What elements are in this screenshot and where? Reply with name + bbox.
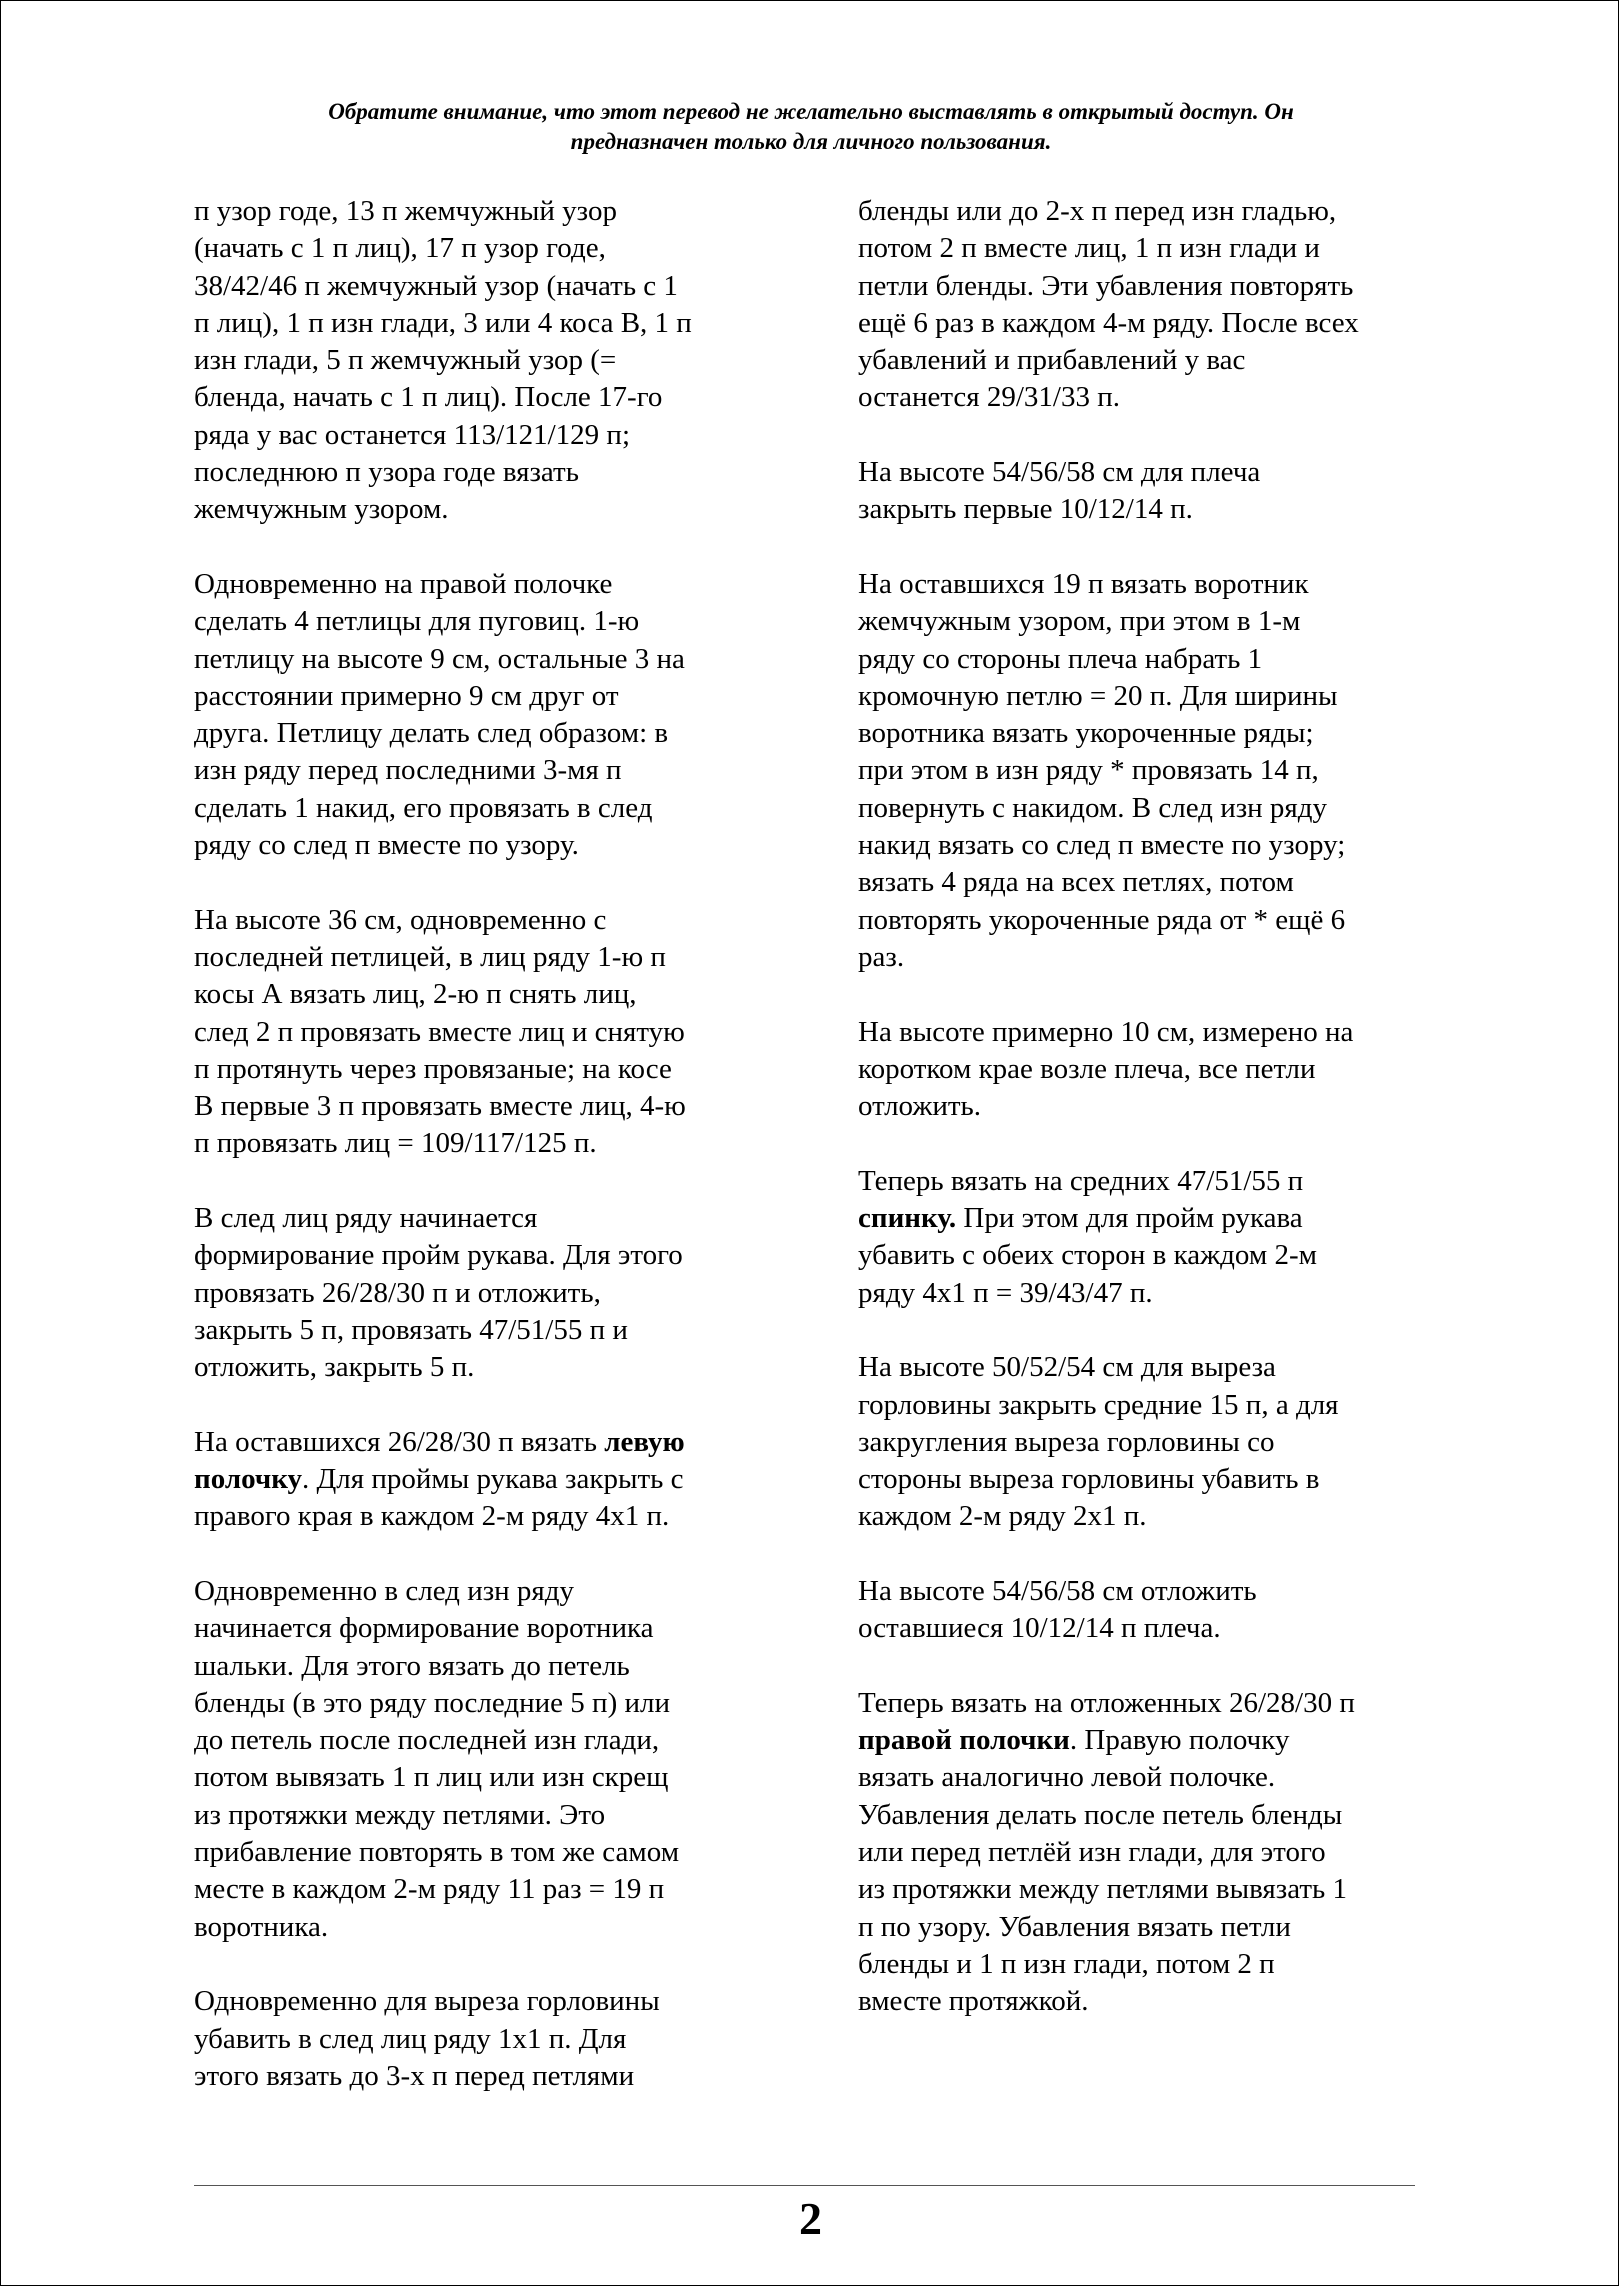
text-line: потом вывязать 1 п лиц или изн скрещ [194, 1761, 669, 1794]
paragraph [194, 902, 784, 1163]
paragraph [194, 1983, 784, 2095]
text-line: кромочную петлю = 20 п. Для ширины [858, 679, 1338, 712]
text-line: убавлений и прибавлений у вас [858, 344, 1246, 377]
text-line: коротком крае возле плеча, все петли [858, 1052, 1316, 1085]
text-line: п по узору. Убавления вязать петли [858, 1910, 1291, 1943]
paragraph [858, 1349, 1458, 1535]
paragraph [194, 193, 784, 529]
text-line: . Правую полочку [1069, 1724, 1290, 1757]
paragraph [858, 1573, 1458, 1648]
notice-header [181, 97, 1441, 157]
right-column [858, 193, 1458, 2021]
text-line: На высоте 50/52/54 см для выреза [858, 1351, 1276, 1384]
text-line: формирование пройм рукава. Для этого [194, 1239, 683, 1272]
text-line: правого края в каждом 2-м ряду 4х1 п. [194, 1500, 670, 1533]
paragraph [194, 566, 784, 864]
bold-term: правой полочки [858, 1724, 1070, 1757]
text-line: последнюю п узора годе вязать [194, 456, 579, 489]
text-line: . Для проймы рукава закрыть с [302, 1463, 684, 1496]
text-line: На оставшихся 26/28/30 п вязать [194, 1425, 605, 1458]
text-line: каждом 2-м ряду 2х1 п. [858, 1500, 1147, 1533]
left-column [194, 193, 784, 2095]
text-line: сделать 4 петлицы для пуговиц. 1-ю [194, 605, 640, 638]
text-line: вязать 4 ряда на всех петлях, потом [858, 866, 1294, 899]
text-line: бленды и 1 п изн глади, потом 2 п [858, 1947, 1275, 1980]
text-line: бленда, начать с 1 п лиц). После 17-го [194, 381, 663, 414]
text-line: провязать 26/28/30 п и отложить, [194, 1276, 601, 1309]
text-line: потом 2 п вместе лиц, 1 п изн глади и [858, 232, 1320, 265]
text-line: Одновременно на правой полочке [194, 567, 613, 600]
text-line: ряда у вас останется 113/121/129 п; [194, 418, 631, 451]
text-line: расстоянии примерно 9 см друг от [194, 679, 619, 712]
notice-line: Обратите внимание, что этот перевод не желательно выставлять в открытый доступ. Он [328, 99, 1294, 124]
text-line: петли бленды. Эти убавления повторять [858, 269, 1354, 302]
text-line: друга. Петлицу делать след образом: в [194, 717, 669, 750]
text-line: убавить в след лиц ряду 1х1 п. Для [194, 2022, 627, 2055]
text-line: Теперь вязать на средних 47/51/55 п [858, 1164, 1304, 1197]
text-line: начинается формирование воротника [194, 1612, 654, 1645]
text-line: В первые 3 п провязать вместе лиц, 4-ю [194, 1090, 686, 1123]
text-line: Одновременно для выреза горловины [194, 1985, 660, 2018]
text-line: изн ряду перед последними 3-мя п [194, 754, 622, 787]
text-line: п лиц), 1 п изн глади, 3 или 4 коса В, 1 п [194, 306, 692, 339]
text-line: п провязать лиц = 109/117/125 п. [194, 1127, 597, 1160]
text-line: изн глади, 5 п жемчужный узор (= [194, 344, 617, 377]
text-line: накид вязать со след п вместе по узору; [858, 829, 1346, 862]
notice-line: предназначен только для личного пользования. [570, 129, 1052, 154]
text-line: воротника вязать укороченные ряды; [858, 717, 1314, 750]
text-line: горловины закрыть средние 15 п, а для [858, 1388, 1339, 1421]
text-line: п протянуть через провязаные; на косе [194, 1052, 672, 1085]
text-line: ряду 4х1 п = 39/43/47 п. [858, 1276, 1153, 1309]
text-line: (начать с 1 п лиц), 17 п узор годе, [194, 232, 606, 265]
text-line: шальки. Для этого вязать до петель [194, 1649, 630, 1682]
text-line: ещё 6 раз в каждом 4-м ряду. После всех [858, 306, 1359, 339]
text-line: останется 29/31/33 п. [858, 381, 1121, 414]
text-line: бленды (в это ряду последние 5 п) или [194, 1686, 670, 1719]
paragraph [194, 1424, 784, 1536]
text-line: 38/42/46 п жемчужный узор (начать с 1 [194, 269, 678, 302]
text-line: сделать 1 накид, его провязать в след [194, 791, 653, 824]
text-line: закрыть первые 10/12/14 п. [858, 493, 1193, 526]
paragraph [858, 566, 1458, 976]
text-line: бленды или до 2-х п перед изн гладью, [858, 195, 1337, 227]
bold-term: спинку. [858, 1202, 957, 1235]
text-line: прибавление повторять в том же самом [194, 1836, 680, 1869]
text-line: из протяжки между петлями. Это [194, 1798, 606, 1831]
text-line: ряду со след п вместе по узору. [194, 829, 579, 862]
text-line: убавить с обеих сторон в каждом 2-м [858, 1239, 1317, 1272]
text-line: последней петлицей, в лиц ряду 1-ю п [194, 940, 666, 973]
footer-divider [194, 2185, 1415, 2186]
text-line: п узор годе, 13 п жемчужный узор [194, 195, 617, 227]
text-line: след 2 п провязать вместе лиц и снятую [194, 1015, 685, 1048]
page-number: 2 [799, 2193, 822, 2244]
text-line: этого вязать до 3-х п перед петлями [194, 2059, 635, 2092]
text-line: повторять укороченные ряда от * ещё 6 [858, 903, 1346, 936]
bold-term: полочку [194, 1463, 302, 1496]
text-line: раз. [858, 940, 905, 973]
paragraph [858, 193, 1458, 417]
text-line: На высоте 54/56/58 см отложить [858, 1574, 1257, 1607]
paragraph [194, 1200, 784, 1386]
text-line: На оставшихся 19 п вязать воротник [858, 567, 1309, 600]
text-line: При этом для пройм рукава [956, 1202, 1303, 1235]
text-line: закругления выреза горловины со [858, 1425, 1275, 1458]
text-line: повернуть с накидом. В след изн ряду [858, 791, 1328, 824]
text-line: из протяжки между петлями вывязать 1 [858, 1873, 1347, 1906]
text-line: На высоте 54/56/58 см для плеча [858, 456, 1261, 489]
text-line: Убавления делать после петель бленды [858, 1798, 1343, 1831]
text-line: оставшиеся 10/12/14 п плеча. [858, 1612, 1221, 1645]
text-line: жемчужным узором, при этом в 1-м [858, 605, 1301, 638]
text-line: при этом в изн ряду * провязать 14 п, [858, 754, 1319, 787]
text-line: воротника. [194, 1910, 329, 1943]
text-line: Одновременно в след изн ряду [194, 1574, 575, 1607]
text-line: Теперь вязать на отложенных 26/28/30 п [858, 1686, 1355, 1719]
bold-term: левую [604, 1425, 685, 1458]
text-line: вместе протяжкой. [858, 1985, 1089, 2018]
paragraph [858, 1163, 1458, 1312]
text-line: закрыть 5 п, провязать 47/51/55 п и [194, 1313, 628, 1346]
text-line: отложить, закрыть 5 п. [194, 1351, 475, 1384]
text-line: На высоте примерно 10 см, измерено на [858, 1015, 1354, 1048]
text-line: косы А вязать лиц, 2-ю п снять лиц, [194, 978, 637, 1011]
text-line: месте в каждом 2-м ряду 11 раз = 19 п [194, 1873, 665, 1906]
text-line: В след лиц ряду начинается [194, 1202, 538, 1235]
text-line: стороны выреза горловины убавить в [858, 1463, 1320, 1496]
text-line: до петель после последней изн глади, [194, 1724, 660, 1757]
paragraph [858, 454, 1458, 529]
text-line: отложить. [858, 1090, 982, 1123]
text-line: вязать аналогично левой полочке. [858, 1761, 1276, 1794]
paragraph [858, 1014, 1458, 1126]
paragraph [194, 1573, 784, 1946]
text-line: или перед петлёй изн глади, для этого [858, 1836, 1326, 1869]
text-line: ряду со стороны плеча набрать 1 [858, 642, 1263, 675]
text-line: петлицу на высоте 9 см, остальные 3 на [194, 642, 685, 675]
paragraph [858, 1685, 1458, 2021]
text-line: На высоте 36 см, одновременно с [194, 903, 607, 936]
text-line: жемчужным узором. [194, 493, 449, 526]
